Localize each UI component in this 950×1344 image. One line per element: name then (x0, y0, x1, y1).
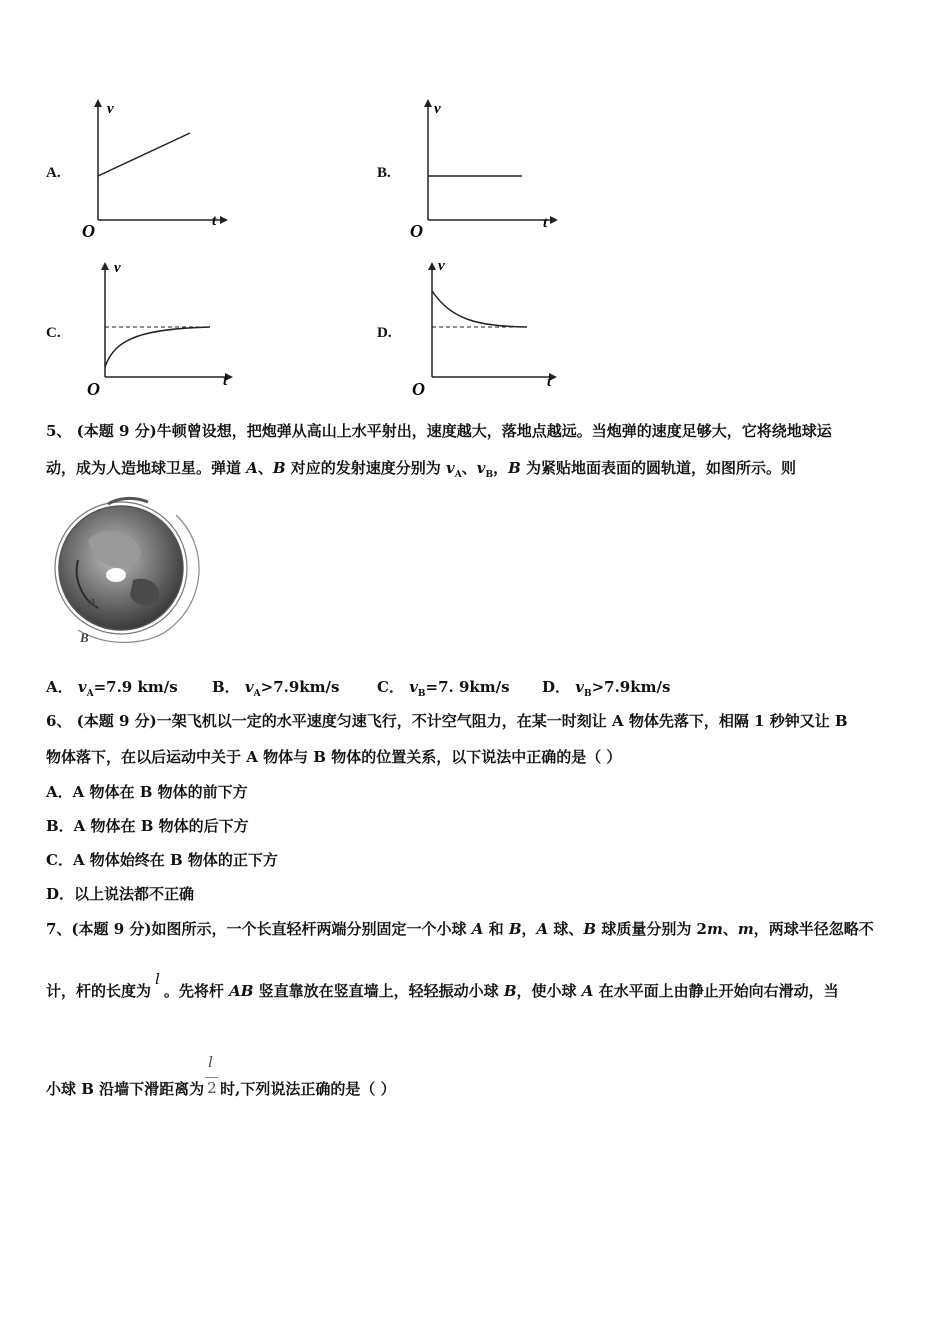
v-t-curve (105, 327, 210, 367)
q6-line1: 6、 (本题 9 分)一架飞机以一定的水平速度匀速飞行，不计空气阻力，在某一时刻让 A 物体先落下，相隔 1 秒钟又让 B (46, 712, 848, 730)
trajectory-a-label: A (88, 595, 97, 610)
t-axis-label: t (547, 374, 552, 390)
t-arrow (220, 216, 228, 224)
q7-line1: 7、(本题 9 分)如图所示，一个长直轻杆两端分别固定一个小球 A 和 B，A 球、B 球质量分别为 2m、m，两球半径忽略不 (46, 920, 874, 938)
q6-option-d[interactable]: D．以上说法都不正确 (46, 885, 195, 903)
q6-option-a[interactable]: A．A 物体在 B 物体的前下方 (46, 783, 248, 801)
trajectory-b-label: B (80, 630, 89, 645)
origin-label: O (82, 221, 95, 240)
graph-d (412, 255, 567, 400)
graph-b (408, 95, 558, 240)
q6-line2: 物体落下，在以后运动中关于 A 物体与 B 物体的位置关系，以下说法中正确的是（ ） (46, 748, 622, 766)
v-t-line (98, 133, 190, 176)
q5-line2: 动，成为人造地球卫星。弹道 A、B 对应的发射速度分别为 $v_A$、$v_B$，B 为紧贴地面表面的圆轨道，如图所示。则 (46, 459, 797, 480)
v-t-curve (432, 291, 527, 327)
t-axis-label: t (212, 213, 217, 229)
option-a-label: A. (46, 165, 61, 181)
q7-line2: 计，杆的长度为l。先将杆 AB 竖直靠放在竖直墙上，轻轻振动小球 B，使小球 A 在水平面上由静止开始向右滑动，当 (46, 970, 839, 1000)
origin-label: O (87, 379, 100, 399)
t-axis-label: t (543, 215, 548, 231)
v-arrow (428, 262, 436, 270)
t-axis-label: t (223, 373, 228, 389)
v-axis-label: v (114, 260, 121, 276)
fraction-l-over-2: $\frac{l}{2}$ (207, 1053, 217, 1097)
q5-line1: 5、 (本题 9 分)牛顿曾设想，把炮弹从高山上水平射出，速度越大，落地点越远。当炮弹的速度足够大，它将绕地球运 (46, 422, 832, 440)
option-b-label: B. (377, 165, 391, 181)
q6-option-b[interactable]: B．A 物体在 B 物体的后下方 (46, 817, 249, 835)
origin-label: O (412, 379, 425, 399)
graph-c (85, 255, 240, 400)
mountain (108, 498, 148, 504)
q5-option-d[interactable]: D． $v_B>7.9km/s$ (542, 678, 671, 699)
v-axis-label: v (438, 258, 445, 274)
q5-option-a[interactable]: A． $v_A=7.9$ km/s (46, 678, 178, 699)
option-c-label: C. (46, 325, 61, 341)
q5-option-b[interactable]: B． $v_A>7.9km/s$ (212, 678, 340, 699)
t-arrow (550, 216, 558, 224)
earth-orbit-figure (48, 490, 218, 650)
q7-line3: 小球 B 沿墙下滑距离为 $\frac{l}{2}$ 时,下列说法正确的是（ ） (46, 1053, 396, 1098)
q5-option-c[interactable]: C． $v_B=7$. 9km/s (377, 678, 510, 699)
v-arrow (424, 99, 432, 107)
v-axis-label: v (107, 101, 114, 117)
graph-a (78, 95, 228, 240)
q6-option-c[interactable]: C．A 物体始终在 B 物体的正下方 (46, 851, 278, 869)
option-d-label: D. (377, 325, 392, 341)
v-axis-label: v (434, 101, 441, 117)
v-arrow (101, 262, 109, 270)
ice-cap (106, 568, 126, 582)
v-arrow (94, 99, 102, 107)
origin-label: O (410, 221, 423, 240)
rod-length-symbol: l (155, 970, 160, 988)
